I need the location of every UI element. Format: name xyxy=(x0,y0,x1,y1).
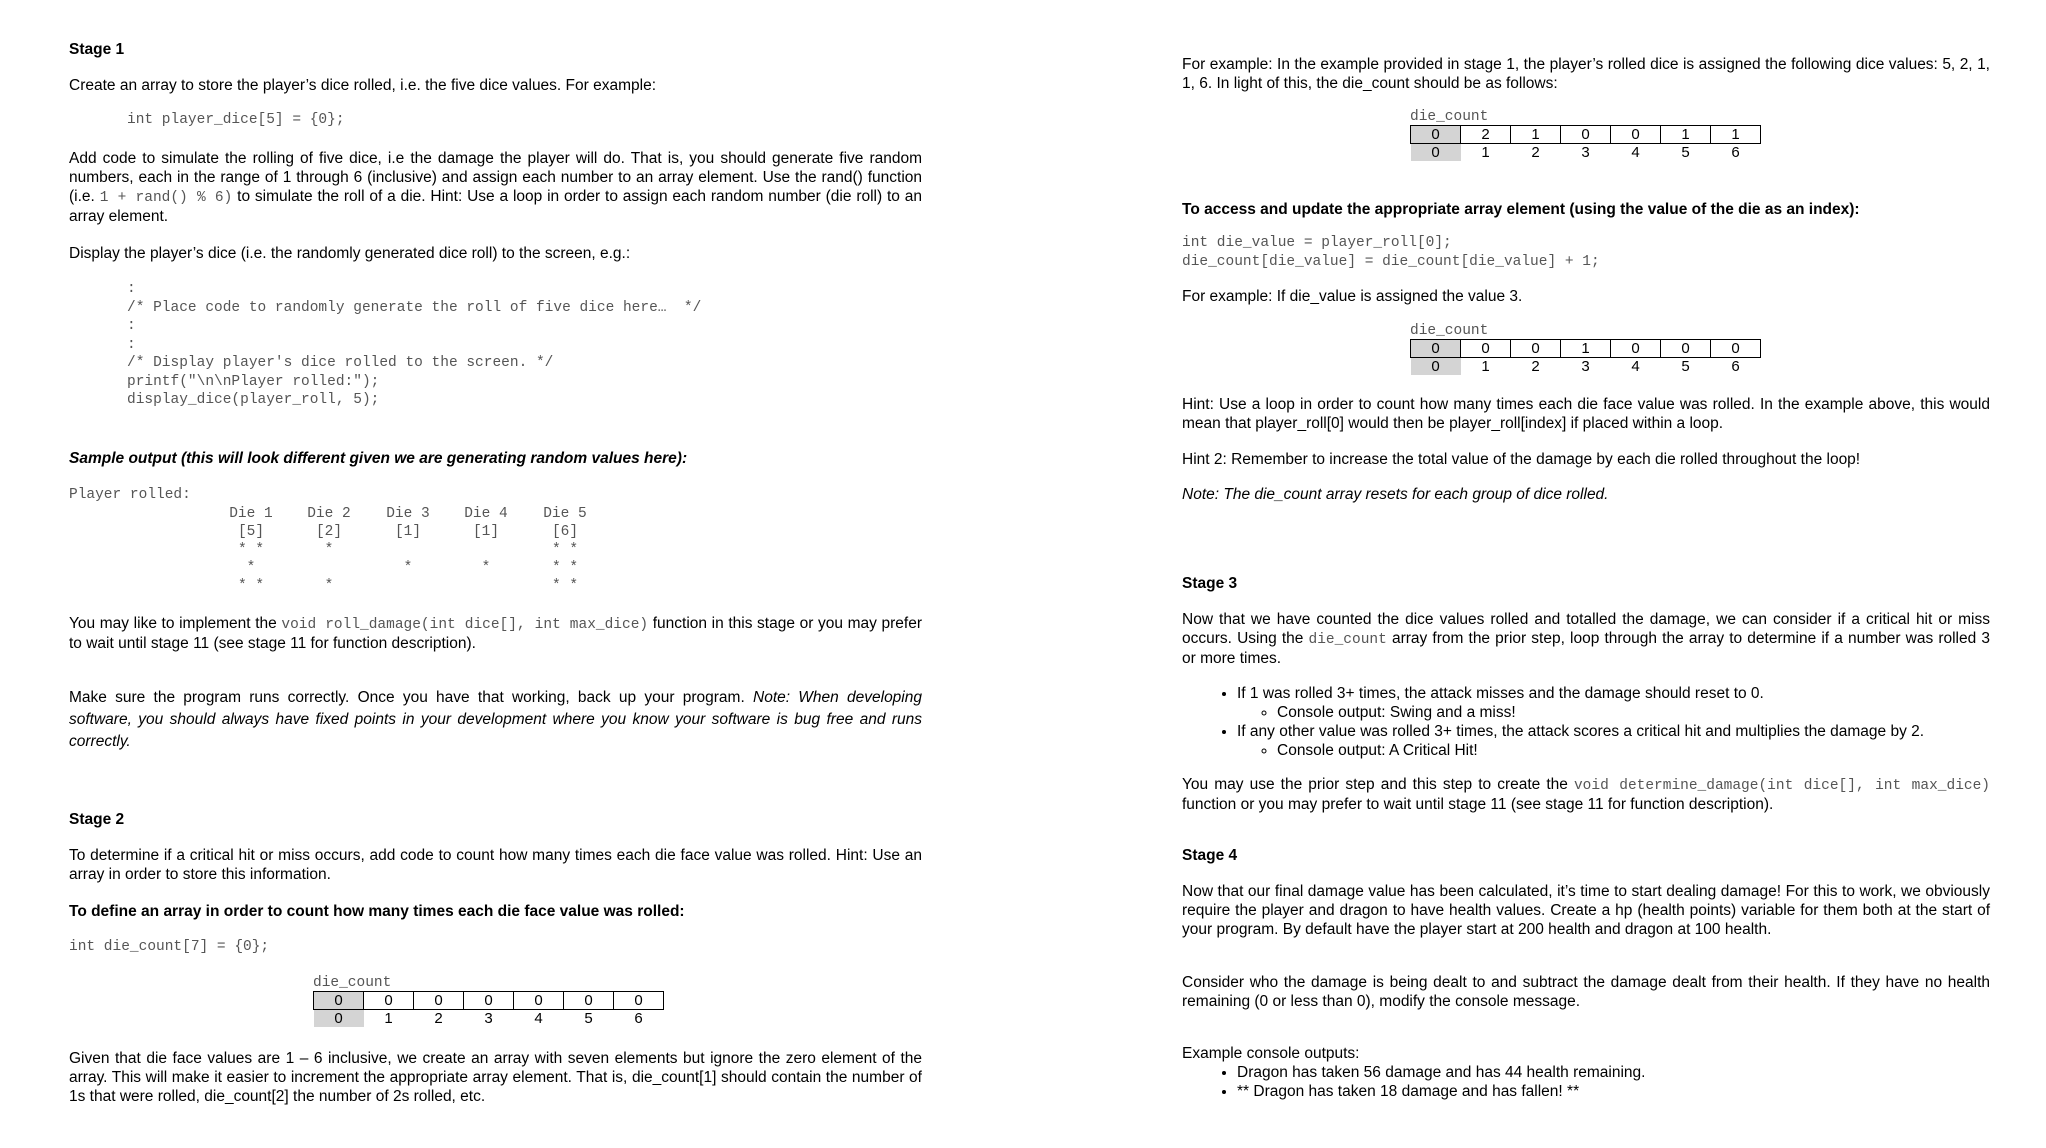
die-count-table: 0 0 0 1 0 0 0 0 1 2 3 4 5 6 xyxy=(1410,339,1761,375)
hint2-paragraph: Hint 2: Remember to increase the total value of the damage by each die rolled throughout the loop! xyxy=(1182,451,1861,468)
backup-paragraph: Make sure the program runs correctly. Once you have that working, back up your program. Note: When developing software, you should always have fixed points in your development where you know your software is bug free and runs correctly. xyxy=(69,689,922,750)
determine-damage-paragraph: You may use the prior step and this step to create the void determine_damage(int dice[], int max_dice) function or you may prefer to wait until stage 11 (see stage 11 for function description). xyxy=(1182,776,1990,813)
example-outputs-list xyxy=(1182,1064,1990,1102)
die-3: Die 3 [1] * xyxy=(386,506,430,576)
bullet-miss-output: ◦ Console output: Swing and a miss! xyxy=(1277,704,1990,723)
die-count-table: 0 2 1 0 0 1 1 0 1 2 3 4 5 6 xyxy=(1410,125,1761,161)
stage1-code-block: : /* Place code to randomly generate the roll of five dice here… */ : : /* Display player's dice rolled to the screen. */ printf("\n\nPlayer rolled:"); display_dice(player_roll, 5); xyxy=(127,281,702,408)
example1-array xyxy=(1410,109,1830,161)
die-1: Die 1 [5] * * * * * xyxy=(229,506,273,594)
stage2-array xyxy=(313,975,733,1027)
hint1-paragraph: Hint: Use a loop in order to count how many times each die face value was rolled. In the example above, this would mean that player_roll[0] would then be player_roll[index] if placed within a loop. xyxy=(1182,396,1990,432)
stage2-explanation: Given that die face values are 1 – 6 inclusive, we create an array with seven elements but ignore the zero element of the array. This will make it easier to increment the appropriate array element. That is, die_count[1] should contain the number of 1s that were rolled, die_count[2] the number of 2s rolled, etc. xyxy=(69,1050,922,1105)
stage1-display-paragraph: Display the player’s dice (i.e. the randomly generated dice roll) to the screen, e.g.: xyxy=(69,245,631,262)
stage3-intro: Now that we have counted the dice values rolled and totalled the damage, we can consider if a critical hit or miss occurs. Using the die_count array from the prior step, loop through the array to determine if a number was rolled 3 or more times. xyxy=(1182,611,1990,667)
example-output-1: • Dragon has taken 56 damage and has 44 health remaining. xyxy=(1237,1064,1990,1083)
reset-note: Note: The die_count array resets for each group of dice rolled. xyxy=(1182,486,1609,503)
die-count-code: int die_count[7] = {0}; xyxy=(69,939,270,955)
player-dice-code: int player_dice[5] = {0}; xyxy=(127,112,345,128)
die-count-table: 0 0 0 0 0 0 0 0 1 2 3 4 5 6 xyxy=(313,991,664,1027)
sample-output-heading: Sample output (this will look different given we are generating random values here): xyxy=(69,450,688,467)
stage4-intro: Now that our final damage value has been calculated, it’s time to start dealing damage! For this to work, we obviously require the player and dragon to have health values. Create a hp (health points) variable for them both at the start of your program. By default have the player start at 200 health and dragon at 100 health. xyxy=(1182,883,1990,938)
stage1-heading: Stage 1 xyxy=(69,41,125,58)
bullet-miss: • If 1 was rolled 3+ times, the attack misses and the damage should reset to 0. ◦ Console output: Swing and a miss! xyxy=(1237,685,1990,723)
bullet-critical: • If any other value was rolled 3+ times, the attack scores a critical hit and multiplies the damage by 2. ◦ Console output: A Critical Hit! xyxy=(1237,723,1990,761)
example1-paragraph: For example: In the example provided in stage 1, the player’s rolled dice is assigned the following dice values: 5, 2, 1, 1, 6. In light of this, the die_count should be as follows: xyxy=(1182,56,1990,92)
array-caption: die_count xyxy=(1410,323,1489,339)
example-output-2: • ** Dragon has taken 18 damage and has fallen! ** xyxy=(1237,1083,1990,1102)
stage2-heading: Stage 2 xyxy=(69,811,125,828)
example-outputs-label: Example console outputs: xyxy=(1182,1045,1360,1062)
stage1-rand-paragraph: Add code to simulate the rolling of five dice, i.e the damage the player will do. That is, you should generate five random numbers, each in the range of 1 through 6 (inclusive) and assign each number to an array element. Use the rand() function (i.e. 1 + rand() % 6) to simulate the roll of a die. Hint: Use a loop in order to assign each random number (die roll) to an array element. xyxy=(69,150,922,225)
die-4: Die 4 [1] * xyxy=(464,506,508,576)
stage3-heading: Stage 3 xyxy=(1182,575,1238,592)
die-2: Die 2 [2] * * xyxy=(307,506,351,594)
stage4-heading: Stage 4 xyxy=(1182,847,1238,864)
roll-damage-paragraph: You may like to implement the void roll_damage(int dice[], int max_dice) function in this stage or you may prefer to wait until stage 11 (see stage 11 for function description). xyxy=(69,615,922,652)
stage4-damage-paragraph: Consider who the damage is being dealt to and subtract the damage dealt from their health. If they have no health remaining (0 or less than 0), modify the console message. xyxy=(1182,974,1990,1010)
bullet-critical-output: ◦ Console output: A Critical Hit! xyxy=(1277,742,1990,761)
sample-dice-output xyxy=(219,505,587,595)
sample-player-rolled: Player rolled: xyxy=(69,487,191,503)
access-heading: To access and update the appropriate array element (using the value of the die as an index): xyxy=(1182,201,1860,218)
stage2-define-heading: To define an array in order to count how many times each die face value was rolled: xyxy=(69,903,685,920)
array-caption: die_count xyxy=(313,975,392,991)
stage3-bullets xyxy=(1182,685,1990,761)
access-code-block: int die_value = player_roll[0]; die_count[die_value] = die_count[die_value] + 1; xyxy=(1182,235,1600,270)
array-caption: die_count xyxy=(1410,109,1489,125)
stage2-intro: To determine if a critical hit or miss occurs, add code to count how many times each die face value was rolled. Hint: Use an array in order to store this information. xyxy=(69,847,922,883)
die-5: Die 5 [6] * * * * * * xyxy=(543,506,587,594)
example2-array xyxy=(1410,323,1830,375)
example2-paragraph: For example: If die_value is assigned the value 3. xyxy=(1182,288,1523,305)
stage1-intro: Create an array to store the player’s dice rolled, i.e. the five dice values. For example: xyxy=(69,77,656,94)
